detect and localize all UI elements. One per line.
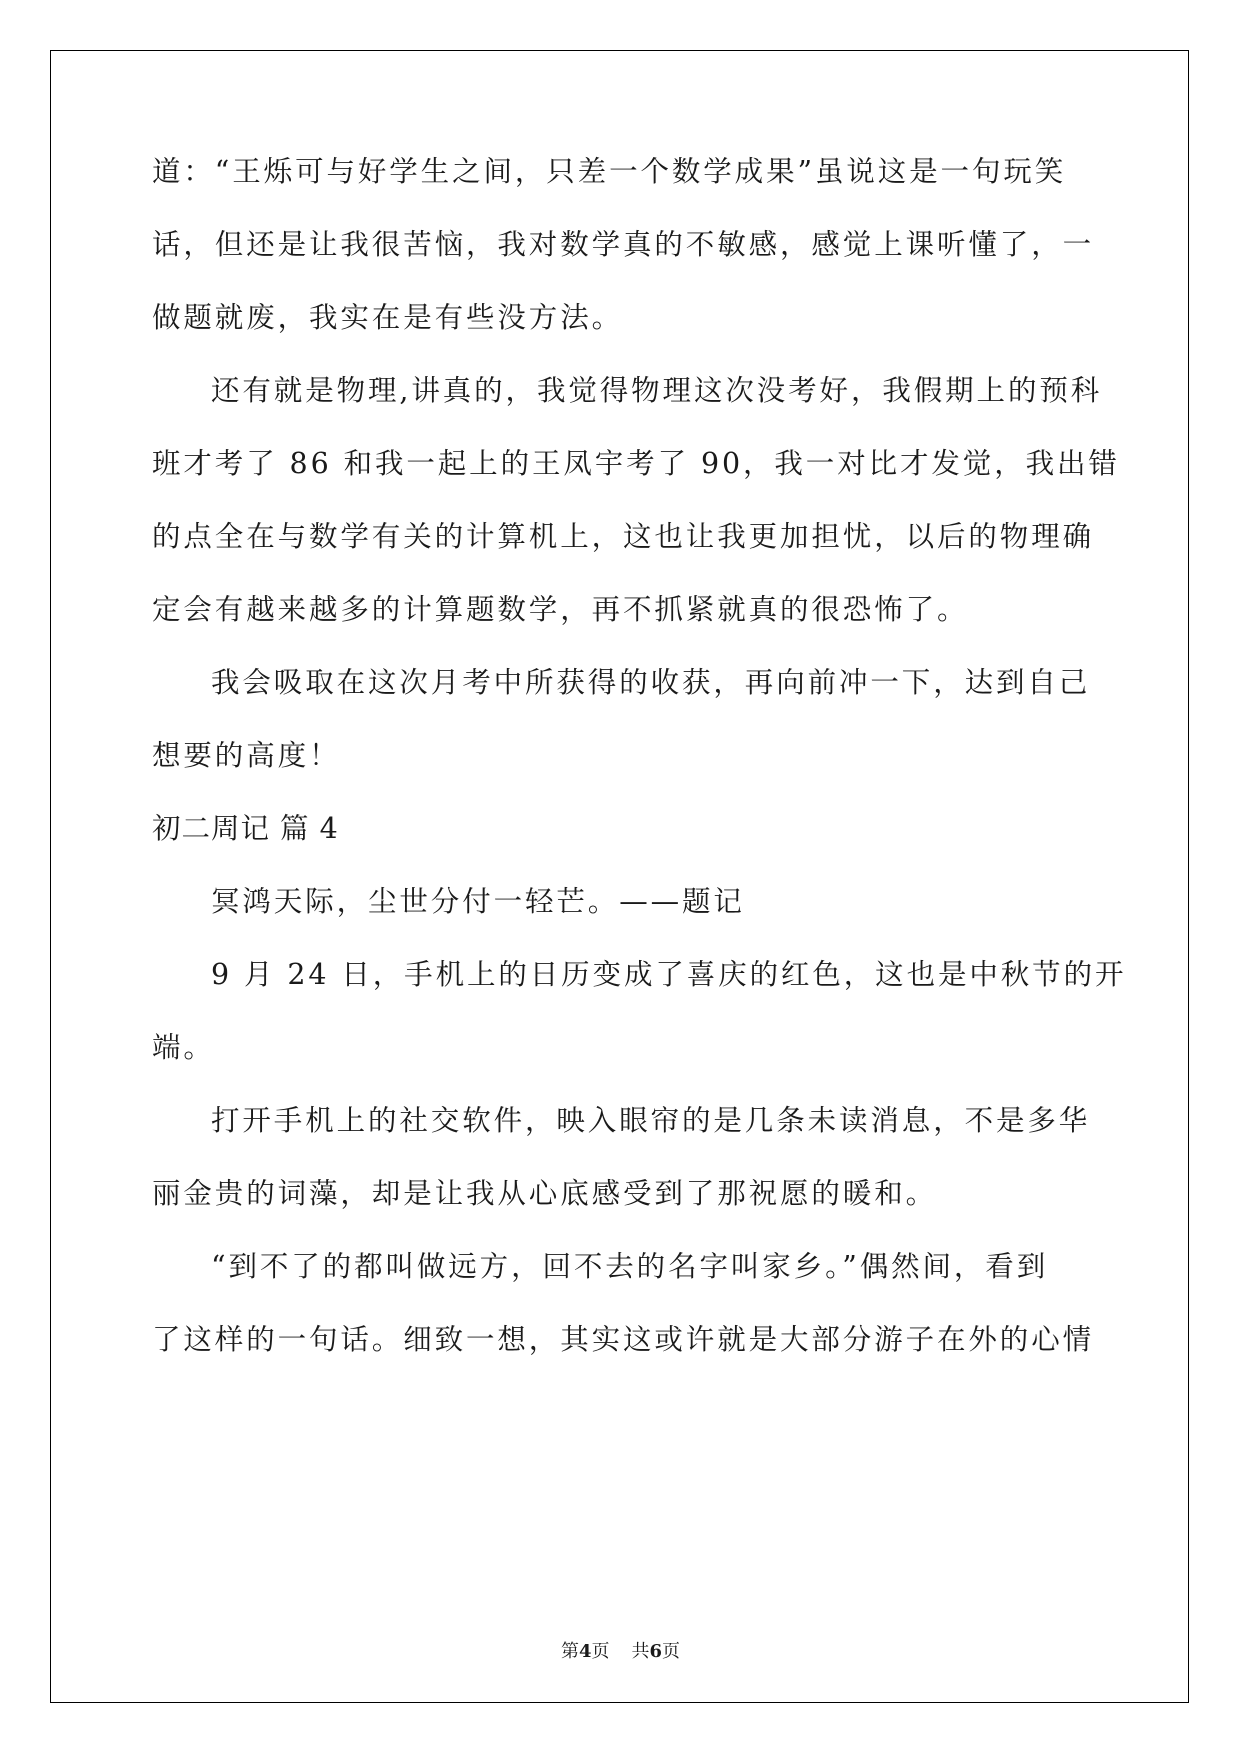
section-heading: 初二周记 篇 4 <box>152 812 339 845</box>
text-line-4: 还有就是物理,讲真的，我觉得物理这次没考好，我假期上的预科 <box>211 374 1103 407</box>
page-footer <box>0 1637 1241 1663</box>
text-line-14: 打开手机上的社交软件，映入眼帘的是几条未读消息，不是多华 <box>211 1104 1091 1137</box>
text-line-7: 定会有越来越多的计算题数学，再不抓紧就真的很恐怖了。 <box>152 593 969 626</box>
page-number: 4 <box>578 1641 592 1662</box>
total-suffix: 页 <box>662 1641 681 1662</box>
text-line-17: 了这样的一句话。细致一想，其实这或许就是大部分游子在外的心情 <box>152 1323 1095 1356</box>
text-line-1: 道：“王烁可与好学生之间，只差一个数学成果”虽说这是一句玩笑 <box>152 155 1067 188</box>
page-suffix: 页 <box>591 1641 610 1662</box>
text-line-8: 我会吸取在这次月考中所获得的收获，再向前冲一下，达到自己 <box>211 666 1091 699</box>
text-line-13: 端。 <box>152 1031 215 1064</box>
text-line-6: 的点全在与数学有关的计算机上，这也让我更加担忧，以后的物理确 <box>152 520 1095 553</box>
text-line-3: 做题就废，我实在是有些没方法。 <box>152 301 624 334</box>
text-line-15: 丽金贵的词藻，却是让我从心底感受到了那祝愿的暖和。 <box>152 1177 938 1210</box>
text-line-9: 想要的高度！ <box>152 739 341 772</box>
text-line-2: 话，但还是让我很苦恼，我对数学真的不敏感，感觉上课听懂了，一 <box>152 228 1095 261</box>
text-line-11: 冥鸿天际，尘世分付一轻芒。——题记 <box>211 885 745 918</box>
page-prefix: 第 <box>560 1641 579 1662</box>
text-line-16: “到不了的都叫做远方，回不去的名字叫家乡。”偶然间，看到 <box>211 1250 1049 1283</box>
page-border <box>50 50 1189 1703</box>
total-prefix: 共 <box>631 1641 650 1662</box>
text-line-5: 班才考了 86 和我一起上的王凤宇考了 90，我一对比才发觉，我出错 <box>152 447 1120 480</box>
total-pages: 6 <box>649 1641 663 1662</box>
text-line-12: 9 月 24 日，手机上的日历变成了喜庆的红色，这也是中秋节的开 <box>211 958 1127 991</box>
